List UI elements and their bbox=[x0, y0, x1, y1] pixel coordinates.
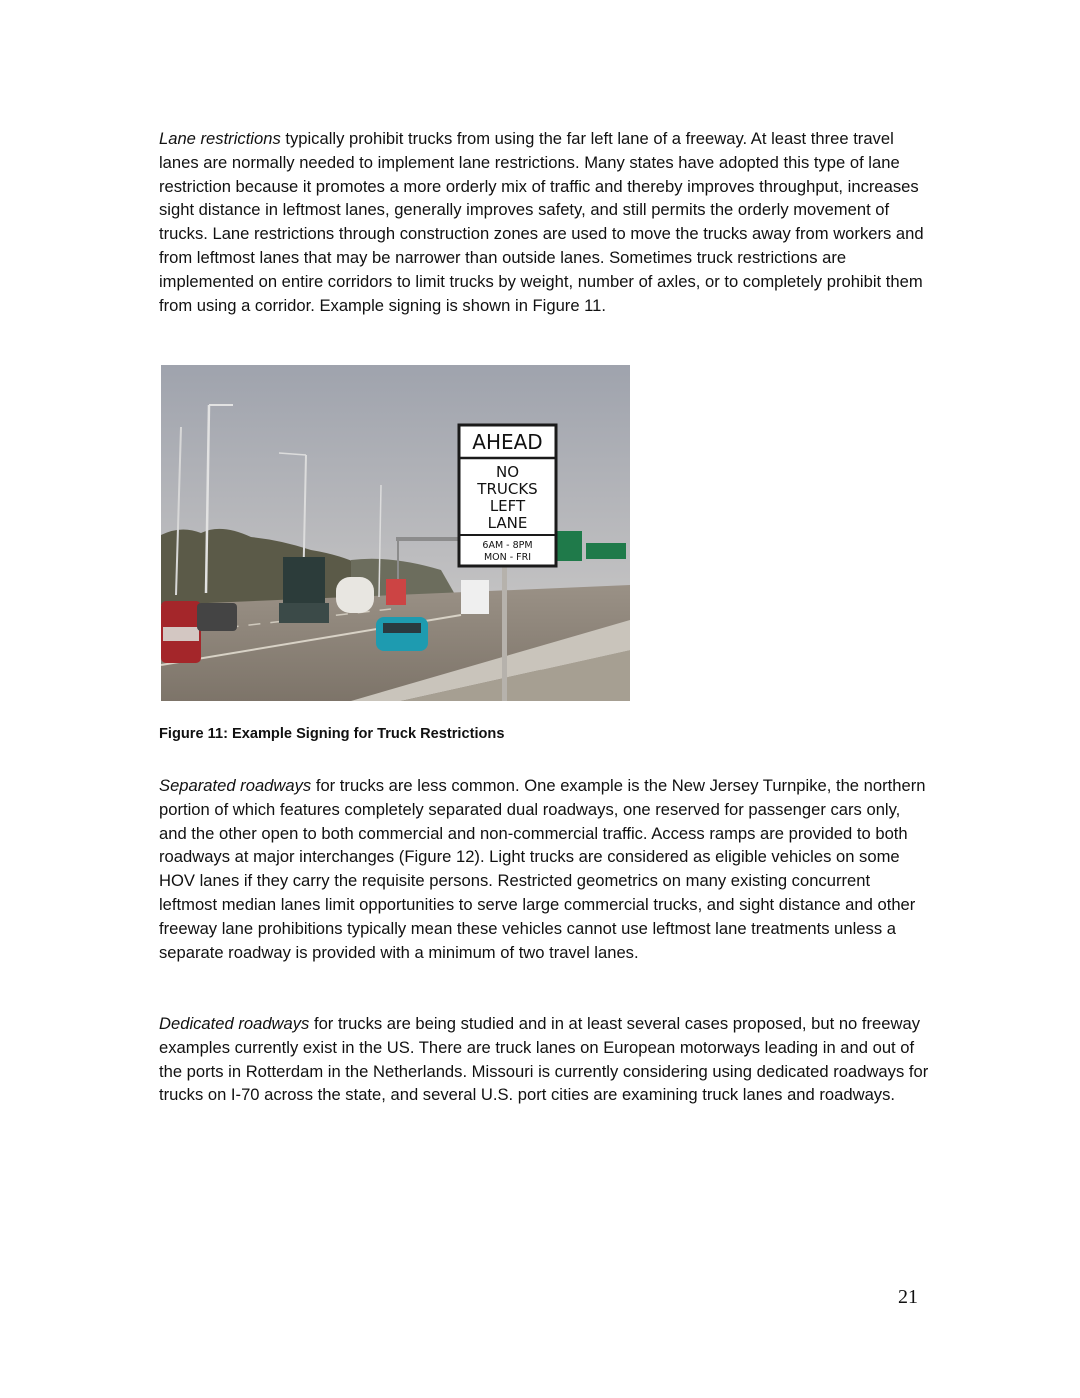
paragraph-separated-roadways bbox=[159, 774, 929, 964]
no-trucks-sign bbox=[459, 425, 556, 566]
lead-term: Dedicated roadways bbox=[159, 1014, 310, 1033]
figure-photo-truck-sign bbox=[161, 365, 630, 701]
lead-term: Lane restrictions bbox=[159, 129, 281, 148]
tanker bbox=[336, 577, 374, 613]
sign-line-trucks: TRUCKS bbox=[477, 480, 538, 498]
sign-post bbox=[502, 565, 507, 701]
sign-line-days: MON - FRI bbox=[483, 552, 532, 563]
paragraph-text: for trucks are less common. One example is the New Jersey Turnpike, the northern portion of which features completely separated dual roadways, one reserved for passenger cars only, and the other open to both commercial and non-commercial traffic. Access ramps are provided to both roadways at major interchanges (Figure 12). Light trucks are considered as eligible vehicles on some HOV lanes if they carry the requisite persons. Restricted geometrics on many existing concurrent leftmost median lanes limit opportunities to serve large commercial trucks, and sight distance and other freeway lane prohibitions typically mean these vehicles cannot use leftmost lane treatments unless a separate roadway is provided with a minimum of two travel lanes. bbox=[159, 776, 926, 962]
car-teal bbox=[376, 617, 428, 651]
lead-term: Separated roadways bbox=[159, 776, 312, 795]
paragraph-text: for trucks are being studied and in at least several cases proposed, but no freeway examples currently exist in the US. There are truck lanes on European motorways leading in and out of the ports in Rotterdam in the Netherlands. Missouri is currently considering using dedicated roadways for trucks on I-70 across the state, and several U.S. port cities are examining truck lanes and roadways. bbox=[159, 1014, 929, 1105]
truck bbox=[461, 580, 489, 614]
paragraph-text: typically prohibit trucks from using the far left lane of a freeway. At least three travel lanes are normally needed to implement lane restrictions. Many states have adopted this type of lane restriction because it promotes a more orderly mix of traffic and thereby improves throughput, increases sight distance in leftmost lanes, generally improves safety, and still permits the orderly movement of trucks. Lane restrictions through construction zones are used to move the trucks away from workers and from leftmost lanes that may be narrower than outside lanes. Sometimes truck restrictions are implemented on entire corridors to limit trucks by weight, number of axles, or to completely prohibit them from using a corridor. Example signing is shown in Figure 11. bbox=[159, 129, 924, 315]
sign-line-lane: LANE bbox=[487, 514, 528, 532]
figure-caption: Figure 11: Example Signing for Truck Restrictions bbox=[159, 726, 505, 742]
car-dark bbox=[197, 603, 237, 631]
guide-sign bbox=[554, 531, 582, 561]
paragraph-lane-restrictions bbox=[159, 127, 929, 317]
sign-line-ahead: AHEAD bbox=[472, 430, 543, 454]
sign-line-hours: 6AM - 8PM bbox=[482, 540, 533, 551]
page-number: 21 bbox=[898, 1286, 918, 1308]
sign-line-left: LEFT bbox=[489, 497, 526, 515]
guide-sign bbox=[586, 543, 626, 559]
sign-line-no: NO bbox=[495, 463, 520, 481]
paragraph-dedicated-roadways bbox=[159, 1012, 929, 1107]
